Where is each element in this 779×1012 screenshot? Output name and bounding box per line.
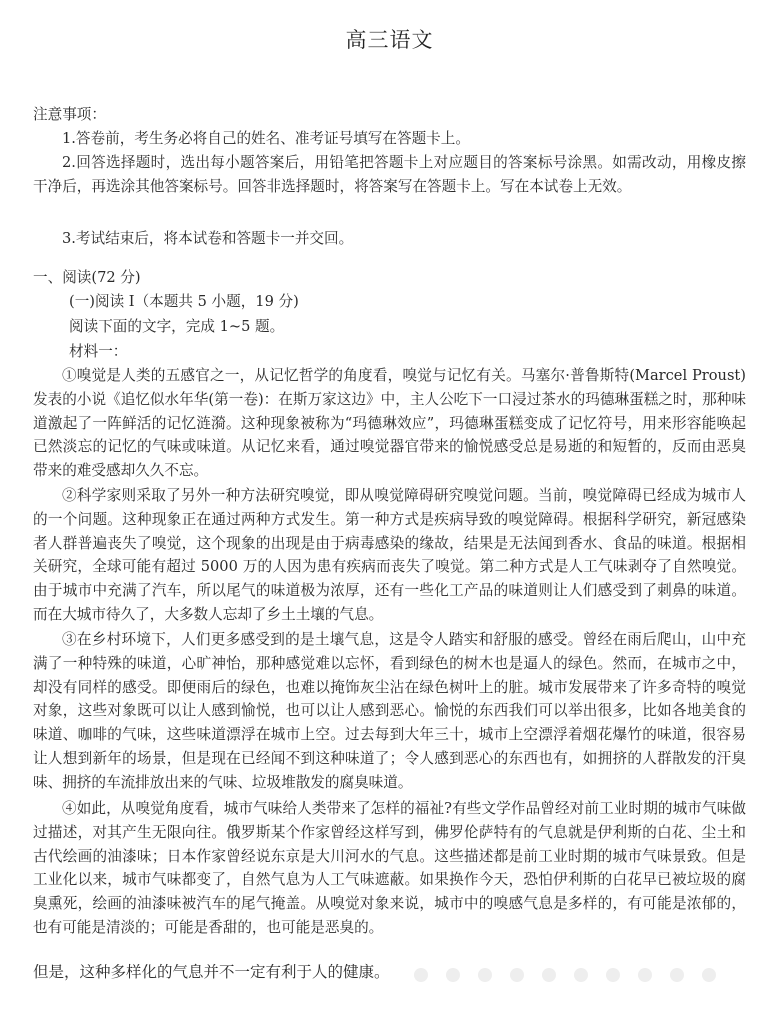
dot-icon xyxy=(702,968,716,982)
reading-instruction: 阅读下面的文字，完成 1~5 题。 xyxy=(69,318,285,335)
dot-icon xyxy=(446,968,460,982)
notice-heading: 注意事项： xyxy=(33,106,106,123)
dot-icon xyxy=(542,968,556,982)
dot-icon xyxy=(478,968,492,982)
page-title: 高三语文 xyxy=(345,28,434,52)
paragraph-4: ④如此，从嗅觉角度看，城市气味给人类带来了怎样的福祉?有些文学作品曾经对前工业时期的城市气味做过描述，对其产生无限向往。俄罗斯某个作家曾经这样写到，佛罗伦萨特有的气息就是伊利斯的白花、尘土和古代绘画的油漆味；日本作家曾经说东京是大川河水的气息。这些描述都是前工业时期的城市气味景致。但是工业化以来，城市气味都变了，自然气息为人工气味遮蔽。如果换作今天，恐怕伊利斯的白花早已被垃圾的腐臭熏死，绘画的油漆味被汽车的尾气掩盖。从嗅觉对象来说，城市中的嗅感气息是多样的，有可能是浓郁的，也有可能是清淡的；可能是香甜的，也可能是恶臭的。 xyxy=(33,800,746,936)
paragraph-2: ②科学家则采取了另外一种方法研究嗅觉，即从嗅觉障碍研究嗅觉问题。当前，嗅觉障碍已经成为城市人的一个问题。这种现象正在通过两种方式发生。第一种方式是疾病导致的嗅觉障碍。根据科学研究，新冠感染者人群普遍丧失了嗅觉，这个现象的出现是由于病毒感染的缘故，结果是无法闻到香水、食品的味道。根据相关研究，全球可能有超过 5000 万的人因为患有疾病而丧失了嗅觉。第二种方式是人工气味剥夺了自然嗅觉。由于城市中充满了汽车，所以尾气的味道极为浓厚，还有一些化工产品的味道则让人们感受到了刺鼻的味道。而在大城市待久了，大多数人忘却了乡土土壤的气息。 xyxy=(33,487,746,623)
dot-icon xyxy=(574,968,588,982)
paragraph-1: ①嗅觉是人类的五感官之一，从记忆哲学的角度看，嗅觉与记忆有关。马塞尔·普鲁斯特(Marcel Proust)发表的小说《追忆似水年华(第一卷)：在斯万家这边》中，主人公吃下一口浸过茶水的玛德琳蛋糕之时，那种味道激起了一阵鲜活的记忆涟漪。这种现象被称为“玛德琳效应”，玛德琳蛋糕变成了记忆符号，用来形容能唤起已然淡忘的记忆的气味或味道。从记忆来看，通过嗅觉器官带来的愉悦感受总是易逝的和短暂的，反而由恶臭带来的难受感却久久不忘。 xyxy=(33,367,746,480)
loading-dots xyxy=(405,967,725,986)
notice-item-3: 3.考试结束后，将本试卷和答题卡一并交回。 xyxy=(62,230,354,247)
dot-icon xyxy=(670,968,684,982)
material-label: 材料一： xyxy=(69,343,128,360)
section-heading: 一、阅读(72 分) xyxy=(33,269,141,286)
dot-icon xyxy=(606,968,620,982)
dot-icon xyxy=(414,968,428,982)
notice-item-2: 2.回答选择题时，选出每小题答案后，用铅笔把答题卡上对应题目的答案标号涂黑。如需改动，用橡皮擦干净后，再选涂其他答案标号。回答非选择题时，将答案写在答题卡上。写在本试卷上无效。 xyxy=(33,154,746,195)
dot-icon xyxy=(638,968,652,982)
dot-icon xyxy=(510,968,524,982)
paragraph-3: ③在乡村环境下，人们更多感受到的是土壤气息，这是令人踏实和舒服的感受。曾经在雨后爬山，山中充满了一种特殊的味道，心旷神怡，那种感觉难以忘怀，看到绿色的树木也是逼人的绿色。然而，在城市之中，却没有同样的感受。即便雨后的绿色，也难以掩饰灰尘沾在绿色树叶上的脏。城市发展带来了许多奇特的嗅觉对象，这些对象既可以让人感到愉悦，也可以让人感到恶心。愉悦的东西我们可以举出很多，比如各地美食的味道、咖啡的气味，这些味道漂浮在城市上空。过去每到大年三十，城市上空漂浮着烟花爆竹的味道，很容易让人想到新年的场景，但是现在已经闻不到这种味道了；令人感到恶心的东西也有，如拥挤的人群散发的汗臭味、拥挤的车流排放出来的气味、垃圾堆散发的腐臭味道。 xyxy=(33,631,746,791)
notice-item-1: 1.答卷前，考生务必将自己的姓名、准考证号填写在答题卡上。 xyxy=(62,130,470,147)
section-subheading: (一)阅读 I（本题共 5 小题，19 分) xyxy=(69,293,299,310)
last-line: 但是，这种多样化的气息并不一定有利于人的健康。 xyxy=(33,963,390,981)
